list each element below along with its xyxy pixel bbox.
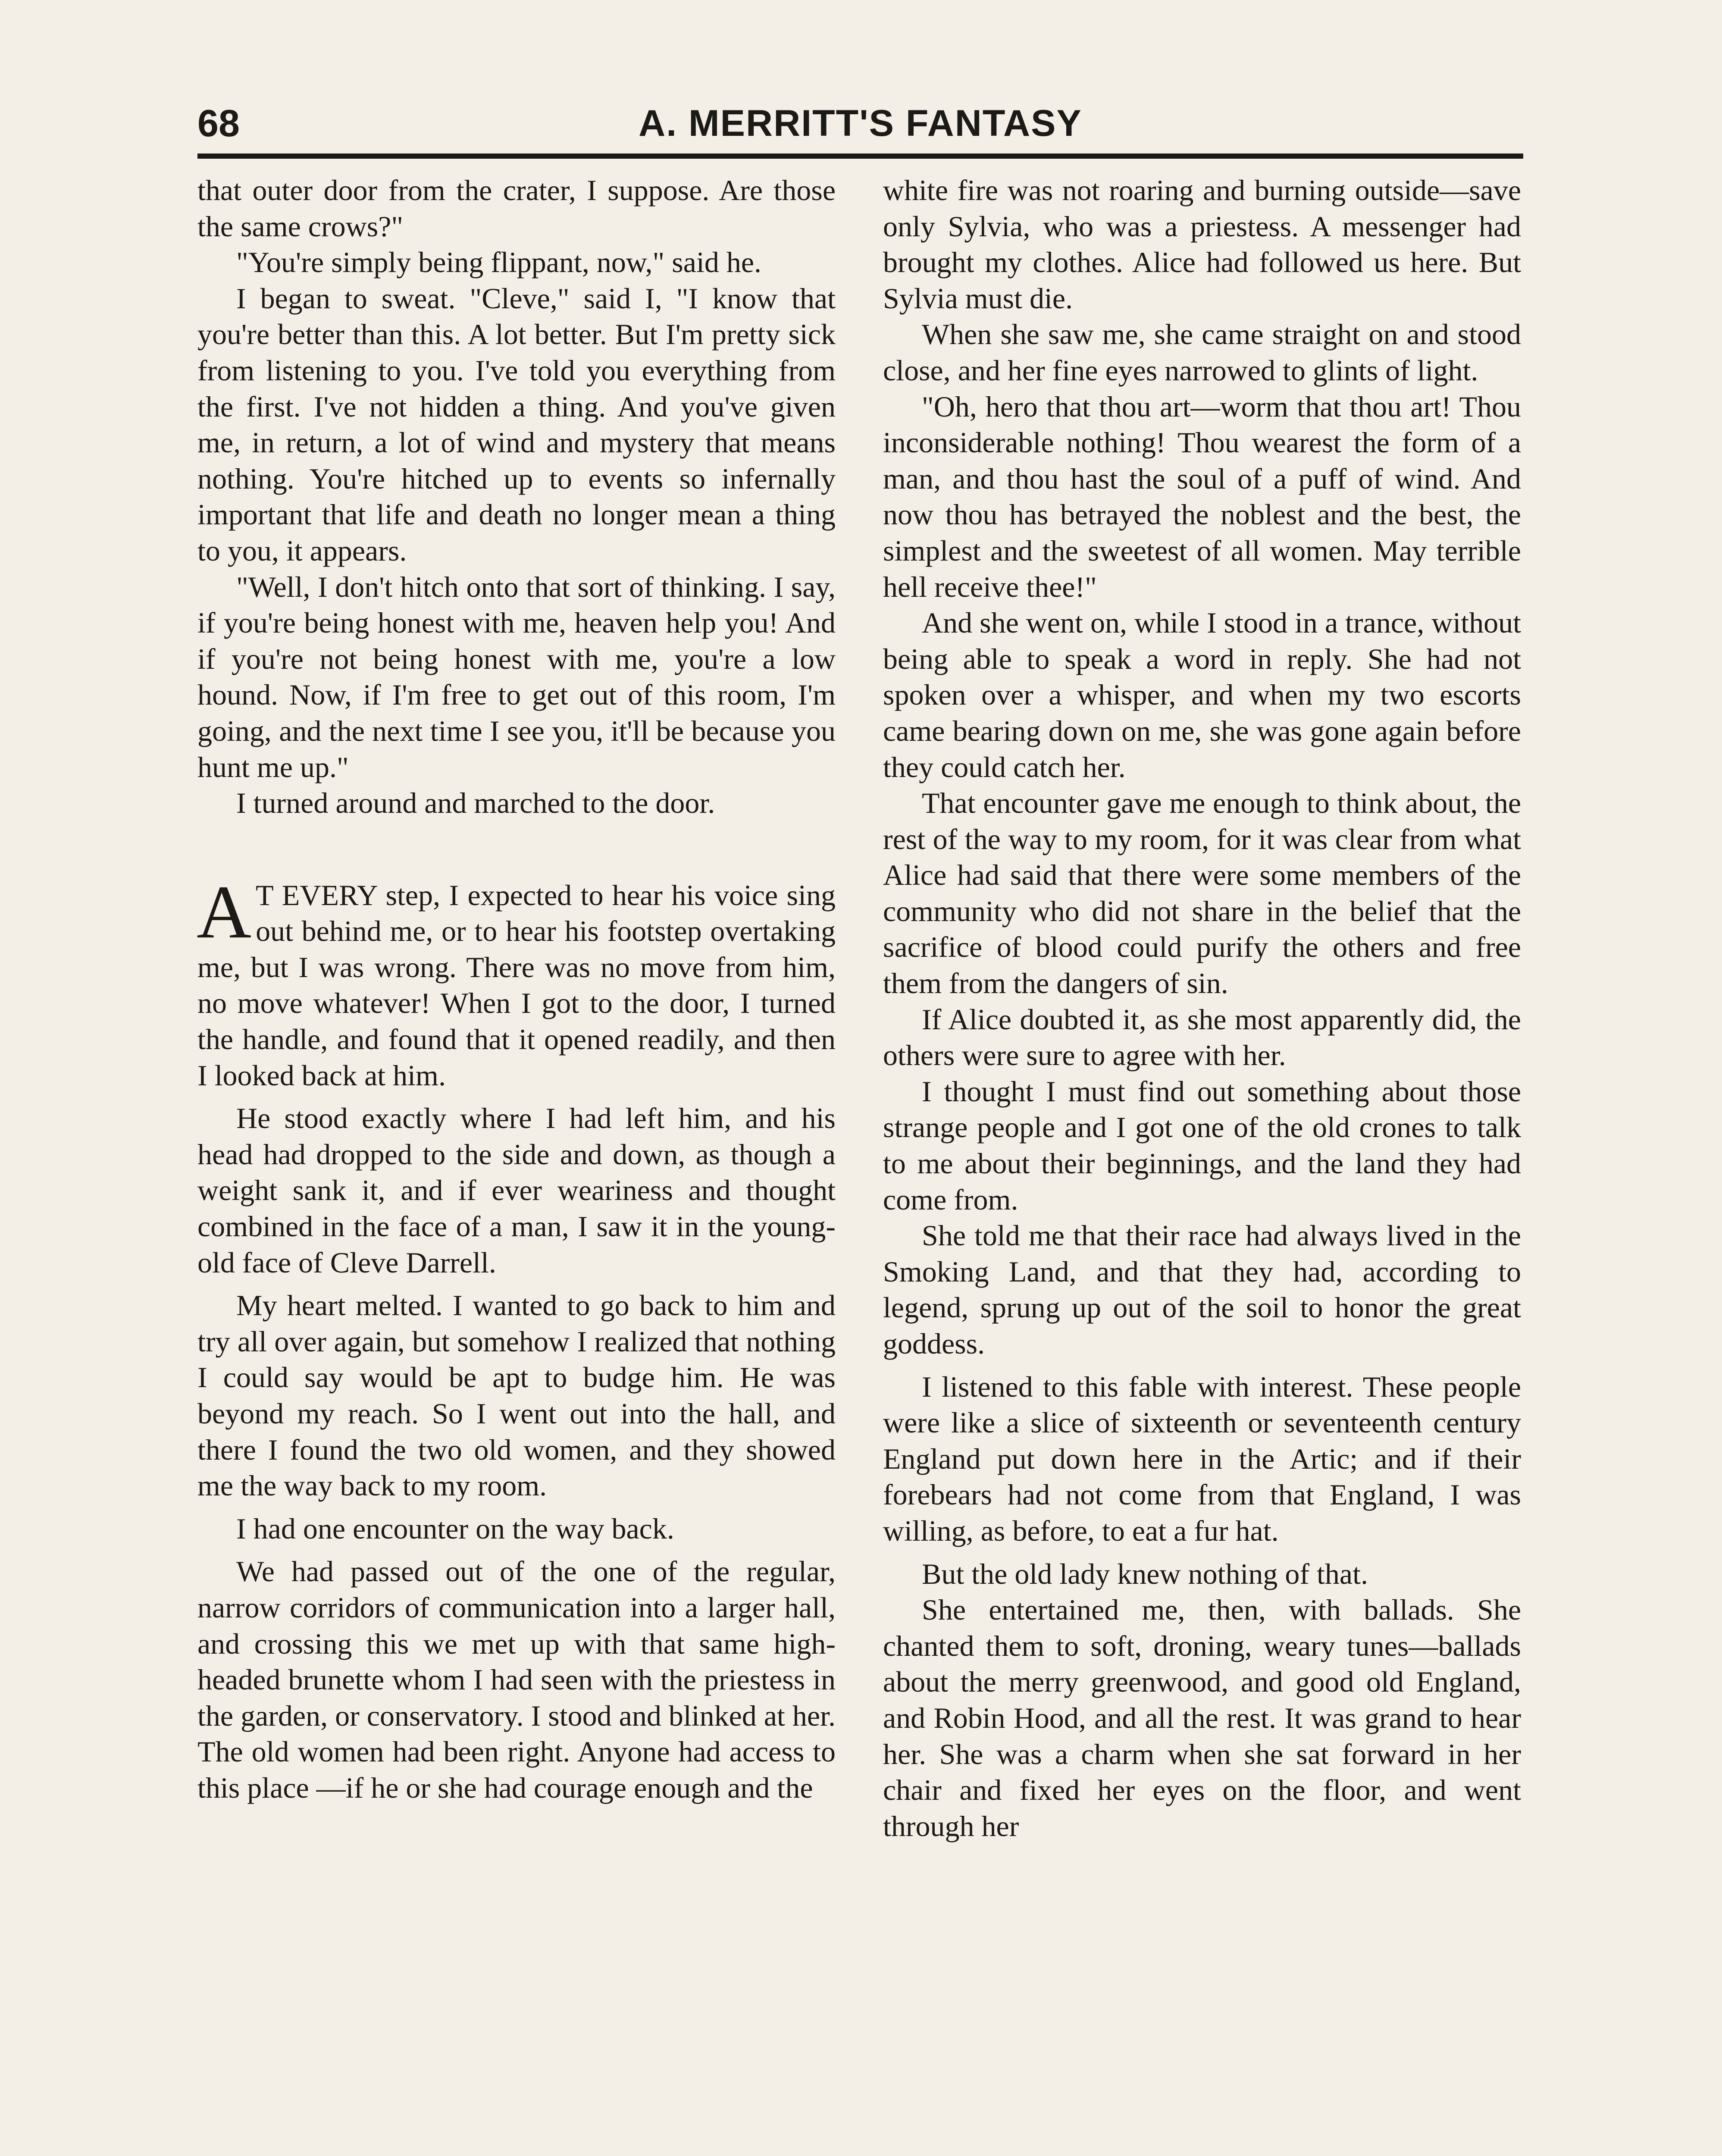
paragraph: "Oh, hero that thou art—worm that thou art! Thou inconsiderable nothing! Thou wearest the form of a man, and thou hast the soul of a puff of wind. And now thou has betrayed the noblest and the best, the simplest and the sweetest of all women. May terrible hell receive thee!"	[883, 390, 1521, 603]
paragraph: I listened to this fable with interest. These people were like a slice of sixteenth or seventeenth century England put down here in the Artic; and if their forebears had not come from that England, I was willing, as before, to eat a fur hat.	[883, 1370, 1521, 1547]
paragraph: We had passed out of the one of the regular, narrow corridors of communication into a larger hall, and crossing this we met up with that same high-headed brunette whom I had seen with the priestess in the garden, or conservatory. I stood and blinked at her. The old women had been right. Anyone had access to this place —if he or she had courage enough and the	[197, 1555, 836, 1804]
paragraph: I thought I must find out something about those strange people and I got one of the old crones to talk to me about their beginnings, and the land they had come from.	[883, 1075, 1521, 1216]
header-rule	[197, 154, 1523, 159]
paragraph: I had one encounter on the way back.	[236, 1512, 674, 1545]
paragraph: She entertained me, then, with ballads. She chanted them to soft, droning, weary tunes—ballads about the merry greenwood, and good old England, and Robin Hood, and all the rest. It was grand to hear her. She was a charm when she sat forward in her chair and fixed her eyes on the floor, and went through her	[883, 1593, 1521, 1843]
drop-cap: A	[197, 870, 252, 954]
left-column	[197, 172, 836, 1806]
running-title: A. MERRITT'S FANTASY	[639, 103, 1082, 144]
section-start-paragraph	[197, 870, 836, 1094]
paragraph-text: T EVERY step, I expected to hear his voice sing out behind me, or to hear his footstep overtaking me, but I was wrong. There was no move from him, no move whatever! When I got to the door, I turned the handle, and found that it opened readily, and then I looked back at him.	[197, 878, 836, 1092]
paragraph: And she went on, while I stood in a trance, without being able to speak a word in reply. She had not spoken over a whisper, and when my two escorts came bearing down on me, she was gone again before they could catch her.	[883, 606, 1521, 783]
page-number: 68	[197, 102, 240, 144]
paragraph: But the old lady knew nothing of that.	[922, 1557, 1368, 1590]
paragraph: "Well, I don't hitch onto that sort of thinking. I say, if you're being honest with me, heaven help you! And if you're not being honest with me, you're a low hound. Now, if I'm free to get out of this room, I'm going, and the next time I see you, it'll be because you hunt me up."	[197, 570, 836, 783]
paragraph: If Alice doubted it, as she most apparently did, the others were sure to agree with her.	[883, 1003, 1521, 1072]
page-header	[197, 98, 1523, 154]
paragraph: He stood exactly where I had left him, and his head had dropped to the side and down, as though a weight sank it, and if ever weariness and thought combined in the face of a man, I saw it in the young-old face of Cleve Darrell.	[197, 1102, 836, 1279]
right-column	[883, 172, 1521, 1844]
paragraph: When she saw me, she came straight on and stood close, and her fine eyes narrowed to glints of light.	[883, 318, 1521, 387]
paragraph: white fire was not roaring and burning outside—save only Sylvia, who was a priestess. A messenger had brought my clothes. Alice had followed us here. But Sylvia must die.	[883, 174, 1521, 315]
paragraph: My heart melted. I wanted to go back to him and try all over again, but somehow I realized that nothing I could say would be apt to budge him. He was beyond my reach. So I went out into the hall, and there I found the two old women, and they showed me the way back to my room.	[197, 1289, 836, 1502]
paragraph: That encounter gave me enough to think about, the rest of the way to my room, for it was clear from what Alice had said that there were some members of the community who did not share in the belief that the sacrifice of blood could purify the others and free them from the dangers of sin.	[883, 787, 1521, 1000]
paragraph: She told me that their race had always lived in the Smoking Land, and that they had, according to legend, sprung up out of the soil to honor the great goddess.	[883, 1219, 1521, 1360]
paragraph: I turned around and marched to the door.	[236, 787, 715, 820]
paragraph: I began to sweat. "Cleve," said I, "I know that you're better than this. A lot better. But I'm pretty sick from listening to you. I've told you everything from the first. I've not hidden a thing. And you've given me, in return, a lot of wind and mystery that means nothing. You're hitched up to events so infernally important that life and death no longer mean a thing to you, it appears.	[197, 282, 836, 567]
paragraph: that outer door from the crater, I suppose. Are those the same crows?"	[197, 174, 836, 243]
paragraph: "You're simply being flippant, now," said he.	[236, 246, 762, 279]
